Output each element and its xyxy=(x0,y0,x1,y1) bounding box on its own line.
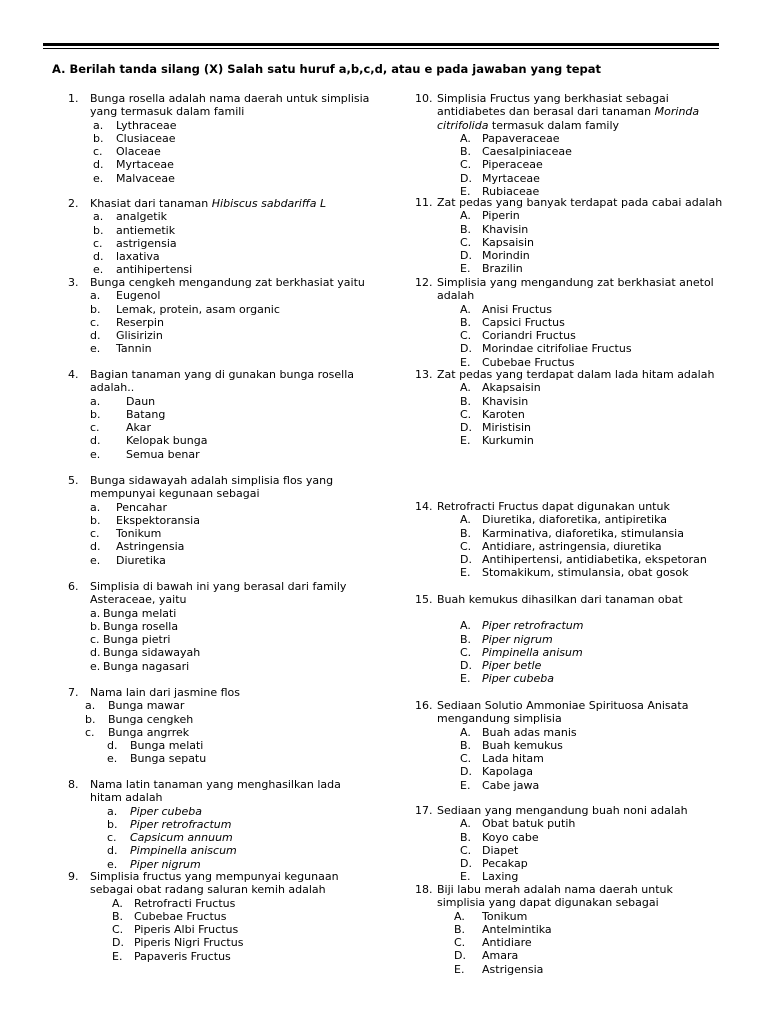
option-a[interactable]: a. Lythraceae xyxy=(93,118,177,132)
option-e[interactable]: E. Cubebae Fructus xyxy=(460,355,575,369)
option-e[interactable]: E. Papaveris Fructus xyxy=(112,949,231,963)
option-list xyxy=(460,381,745,447)
option-list xyxy=(90,395,398,461)
option-d[interactable]: D. Piperis Nigri Fructus xyxy=(112,936,244,950)
option-list xyxy=(90,289,398,355)
option-list xyxy=(460,132,745,198)
option-e[interactable]: E. Astrigensia xyxy=(454,962,544,976)
question-number: 4. xyxy=(68,368,79,381)
option-a[interactable]: a. Daun xyxy=(90,394,156,408)
question-text: Bagian tanaman yang di gunakan bunga rosella xyxy=(90,368,355,381)
question-7 xyxy=(68,686,398,766)
option-c[interactable]: C. Antidiare xyxy=(454,936,532,950)
question-number: 13. xyxy=(415,368,433,381)
option-list xyxy=(460,303,745,369)
option-e[interactable]: e. Piper nigrum xyxy=(107,857,201,871)
option-a[interactable]: A. Piperin xyxy=(460,209,520,223)
option-d[interactable]: D. Miristisin xyxy=(460,421,531,435)
option-c[interactable]: c. Olaceae xyxy=(93,145,161,159)
question-2 xyxy=(68,197,398,277)
option-b[interactable]: B. Karminativa, diaforetika, stimulansia xyxy=(460,526,684,540)
option-c[interactable]: C. Piperis Albi Fructus xyxy=(112,923,239,937)
option-b[interactable]: B. Buah kemukus xyxy=(460,738,563,752)
question-text: Simplisia yang mengandung zat berkhasiat anetol xyxy=(437,276,714,289)
option-e[interactable]: E. Cabe jawa xyxy=(460,778,540,792)
option-c[interactable]: C. Kapsaisin xyxy=(460,235,535,249)
option-d[interactable]: D. Amara xyxy=(454,949,519,963)
question-text: Khasiat dari tanaman Hibiscus sabdariffa L xyxy=(90,197,327,210)
option-b[interactable]: b. antiemetik xyxy=(93,223,176,237)
section-title: A. Berilah tanda silang (X) Salah satu huruf a,b,c,d, atau e pada jawaban yang tepat xyxy=(52,62,602,76)
option-list xyxy=(460,726,745,792)
question-number: 5. xyxy=(68,474,79,487)
option-e[interactable]: E. Rubiaceae xyxy=(460,185,540,199)
option-d[interactable]: d. Glisirizin xyxy=(90,329,163,343)
option-list xyxy=(90,501,398,567)
question-text: adalah.. xyxy=(90,381,135,395)
option-b[interactable]: b. Ekspektoransia xyxy=(90,513,200,527)
question-1 xyxy=(68,92,398,185)
question-11 xyxy=(415,196,745,276)
option-a[interactable]: A. Tonikum xyxy=(454,909,528,923)
question-text: Zat pedas yang banyak terdapat pada cabai adalah xyxy=(437,196,723,209)
question-text: Simplisia di bawah ini yang berasal dari family xyxy=(90,580,347,593)
option-d[interactable]: D. Piper betle xyxy=(460,659,542,673)
question-text: Bunga sidawayah adalah simplisia flos yang xyxy=(90,474,334,487)
question-5 xyxy=(68,474,398,567)
option-list xyxy=(460,209,745,275)
option-b[interactable]: b. Bunga rosella xyxy=(90,619,179,633)
option-e[interactable]: E. Kurkumin xyxy=(460,434,534,448)
option-list xyxy=(460,513,745,579)
question-number: 11. xyxy=(415,196,433,209)
question-number: 17. xyxy=(415,804,433,817)
option-c[interactable]: C. Piperaceae xyxy=(460,158,543,172)
option-a[interactable]: A. Papaveraceae xyxy=(460,131,560,145)
option-list xyxy=(460,619,745,685)
question-text: hitam adalah xyxy=(90,791,163,805)
option-a[interactable]: a. Piper cubeba xyxy=(107,804,202,818)
option-list xyxy=(460,817,745,883)
question-number: 2. xyxy=(68,197,79,210)
option-d[interactable]: d. Bunga melati xyxy=(107,739,204,753)
option-d[interactable]: D. Kapolaga xyxy=(460,765,533,779)
option-d[interactable]: D. Pecakap xyxy=(460,857,528,871)
question-6 xyxy=(68,580,398,673)
question-text: citrifolida termasuk dalam family xyxy=(437,118,620,132)
question-text: Retrofracti Fructus dapat digunakan untuk xyxy=(437,500,670,513)
option-a[interactable]: A. Piper retrofractum xyxy=(460,619,584,633)
question-14 xyxy=(415,500,745,580)
question-18 xyxy=(415,883,745,976)
question-text: Buah kemukus dihasilkan dari tanaman obat xyxy=(437,593,683,606)
option-c[interactable]: C. Antidiare, astringensia, diuretika xyxy=(460,539,662,553)
option-list xyxy=(112,897,398,963)
option-e[interactable]: e. Malvaceae xyxy=(93,171,175,185)
option-a[interactable]: A. Retrofracti Fructus xyxy=(112,896,236,910)
option-a[interactable]: a. Bunga melati xyxy=(90,606,177,620)
option-c[interactable]: C. Pimpinella anisum xyxy=(460,645,583,659)
question-text: Nama lain dari jasmine flos xyxy=(90,686,240,699)
question-number: 7. xyxy=(68,686,79,699)
option-list xyxy=(93,119,398,185)
option-b[interactable]: b. Clusiaceae xyxy=(93,131,176,145)
option-list xyxy=(68,699,398,765)
option-c[interactable]: c. Akar xyxy=(90,421,151,435)
option-e[interactable]: E. Laxing xyxy=(460,870,519,884)
question-17 xyxy=(415,804,745,884)
question-number: 18. xyxy=(415,883,433,896)
option-e[interactable]: e. Semua benar xyxy=(90,447,200,461)
question-3 xyxy=(68,276,398,356)
question-number: 16. xyxy=(415,699,433,712)
question-number: 15. xyxy=(415,593,433,606)
option-d[interactable]: D. Myrtaceae xyxy=(460,171,540,185)
option-c[interactable]: C. Lada hitam xyxy=(460,752,544,766)
option-e[interactable]: E. Brazilin xyxy=(460,262,523,276)
question-12 xyxy=(415,276,745,369)
option-a[interactable]: A. Obat batuk putih xyxy=(460,817,576,831)
option-a[interactable]: A. Buah adas manis xyxy=(460,725,577,739)
option-d[interactable]: D. Morindin xyxy=(460,249,530,263)
option-e[interactable]: e. Tannin xyxy=(90,342,152,356)
option-c[interactable]: c. Bunga angrrek xyxy=(85,725,190,739)
question-number: 3. xyxy=(68,276,79,289)
question-text: mempunyai kegunaan sebagai xyxy=(90,487,260,501)
option-list xyxy=(454,910,745,976)
option-list xyxy=(90,607,398,673)
option-c[interactable]: c. Reserpin xyxy=(90,315,164,329)
question-text: Asteraceae, yaitu xyxy=(90,593,187,607)
option-e[interactable]: E. Stomakikum, stimulansia, obat gosok xyxy=(460,566,689,580)
question-number: 9. xyxy=(68,870,79,883)
question-text: Bunga rosella adalah nama daerah untuk simplisia xyxy=(90,92,370,105)
option-b[interactable]: b. Batang xyxy=(90,407,166,421)
option-b[interactable]: B. Piper nigrum xyxy=(460,632,553,646)
top-rule-thin xyxy=(43,48,719,49)
question-15 xyxy=(415,593,745,686)
option-c[interactable]: c. Tonikum xyxy=(90,527,162,541)
question-number: 12. xyxy=(415,276,433,289)
option-b[interactable]: B. Capsici Fructus xyxy=(460,315,565,329)
question-number: 10. xyxy=(415,92,433,105)
question-text: Sediaan Solutio Ammoniae Spirituosa Anisata xyxy=(437,699,689,712)
option-b[interactable]: b. Bunga cengkeh xyxy=(85,712,194,726)
option-a[interactable]: a. Pencahar xyxy=(90,500,168,514)
question-text: adalah xyxy=(437,289,475,303)
option-c[interactable]: C. Karoten xyxy=(460,407,525,421)
question-text: Sediaan yang mengandung buah noni adalah xyxy=(437,804,688,817)
question-8 xyxy=(68,778,398,871)
option-b[interactable]: b. Lemak, protein, asam organic xyxy=(90,302,280,316)
question-16 xyxy=(415,699,745,792)
question-text: mengandung simplisia xyxy=(437,712,562,726)
option-e[interactable]: e. Bunga sepatu xyxy=(107,752,207,766)
option-list xyxy=(107,805,398,871)
question-number: 14. xyxy=(415,500,433,513)
option-a[interactable]: a. Bunga mawar xyxy=(85,699,185,713)
option-b[interactable]: B. Khavisin xyxy=(460,222,529,236)
question-9 xyxy=(68,870,398,963)
option-d[interactable]: D. Morindae citrifoliae Fructus xyxy=(460,342,632,356)
option-a[interactable]: A. Anisi Fructus xyxy=(460,302,552,316)
question-text: Zat pedas yang terdapat dalam lada hitam adalah xyxy=(437,368,715,381)
option-e[interactable]: e. Bunga nagasari xyxy=(90,659,190,673)
option-d[interactable]: d. Kelopak bunga xyxy=(90,434,208,448)
question-text: antidiabetes dan berasal dari tanaman Morinda xyxy=(437,105,700,119)
option-b[interactable]: B. Caesalpiniaceae xyxy=(460,145,572,159)
option-c[interactable]: C. Coriandri Fructus xyxy=(460,329,576,343)
question-13 xyxy=(415,368,745,448)
option-b[interactable]: B. Khavisin xyxy=(460,394,529,408)
option-b[interactable]: B. Antelmintika xyxy=(454,922,552,936)
option-a[interactable]: A. Akapsaisin xyxy=(460,381,541,395)
question-text: Simplisia Fructus yang berkhasiat sebagai xyxy=(437,92,669,105)
question-text: Biji labu merah adalah nama daerah untuk xyxy=(437,883,673,896)
option-b[interactable]: B. Cubebae Fructus xyxy=(112,909,227,923)
option-d[interactable]: D. Antihipertensi, antidiabetika, ekspetoran xyxy=(460,553,707,567)
question-text: sebagai obat radang saluran kemih adalah xyxy=(90,883,326,897)
question-10 xyxy=(415,92,745,198)
question-text: Simplisia fructus yang mempunyai kegunaan xyxy=(90,870,339,883)
question-text: yang termasuk dalam famili xyxy=(90,105,245,119)
question-text: simplisia yang dapat digunakan sebagai xyxy=(437,896,659,910)
question-4 xyxy=(68,368,398,461)
top-rule-thick xyxy=(43,43,719,46)
option-e[interactable]: e. Diuretika xyxy=(90,553,166,567)
option-c[interactable]: c. Capsicum annuum xyxy=(107,831,233,845)
option-c[interactable]: c. astrigensia xyxy=(93,236,177,250)
option-d[interactable]: d. Astringensia xyxy=(90,540,185,554)
option-d[interactable]: d. Myrtaceae xyxy=(93,158,174,172)
option-d[interactable]: d. Bunga sidawayah xyxy=(90,646,201,660)
option-e[interactable]: e. antihipertensi xyxy=(93,263,193,277)
option-d[interactable]: d. Pimpinella aniscum xyxy=(107,844,237,858)
option-b[interactable]: B. Koyo cabe xyxy=(460,830,539,844)
question-text: Bunga cengkeh mengandung zat berkhasiat yaitu xyxy=(90,276,365,289)
option-c[interactable]: c. Bunga pietri xyxy=(90,633,171,647)
option-d[interactable]: d. laxativa xyxy=(93,250,160,264)
option-a[interactable]: a. Eugenol xyxy=(90,289,161,303)
question-number: 1. xyxy=(68,92,79,105)
option-a[interactable]: A. Diuretika, diaforetika, antipiretika xyxy=(460,513,667,527)
question-number: 8. xyxy=(68,778,79,791)
question-text: Nama latin tanaman yang menghasilkan lada xyxy=(90,778,341,791)
option-list xyxy=(93,210,398,276)
question-number: 6. xyxy=(68,580,79,593)
option-e[interactable]: E. Piper cubeba xyxy=(460,672,554,686)
option-a[interactable]: a. analgetik xyxy=(93,210,167,224)
option-c[interactable]: C. Diapet xyxy=(460,843,519,857)
option-b[interactable]: b. Piper retrofractum xyxy=(107,817,232,831)
